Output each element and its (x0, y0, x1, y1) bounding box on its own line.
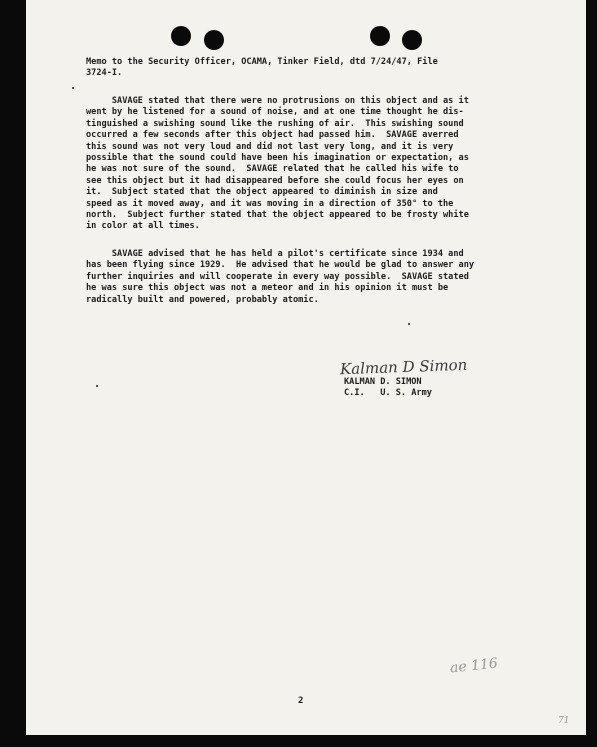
punch-hole (204, 30, 224, 50)
paper-speck (96, 385, 98, 387)
signer-title: C.I. U. S. Army (344, 388, 432, 399)
paper-speck (72, 87, 74, 89)
pencil-annotation: ae 116 (449, 655, 499, 677)
signer-name: KALMAN D. SIMON (344, 377, 422, 387)
signature-block (344, 377, 432, 400)
punch-hole (370, 26, 390, 46)
document-page (26, 0, 586, 735)
page-number: 2 (298, 696, 304, 706)
punch-hole (402, 30, 422, 50)
paper-speck (408, 323, 410, 325)
handwritten-signature: Kalman D Simon (339, 355, 468, 379)
memo-header: Memo to the Security Officer, OCAMA, Tinker Field, dtd 7/24/47, File 3724-I. (86, 57, 438, 79)
body-paragraph: SAVAGE advised that he has held a pilot's certificate since 1934 and has been flying since 1929. He advised that he would be glad to answer any further inquiries and will cooperate in every way possible. SAVAGE stated he was sure this object was not a meteor and in his opinion it must be radically built and powered, probably atomic. (86, 249, 475, 305)
body-paragraph: SAVAGE stated that there were no protrusions on this object and as it went by he listened for a sound of noise, and at one time thought he dis- tinguished a swishing sound like the rushing of air. This swishing sound occurred a few seconds after this object had passed him. SAVAGE averred this sound was not very loud and did not last very long, and it is very possible that the sound could have been his imagination or expectation, as he was not sure of the sound. SAVAGE related that he called his wife to see this object but it had disappeared before she could focus her eyes on it. Subject stated that the object appeared to diminish in size and speed as it moved away, and it was moving in a direction of 350° to the north. Subject further stated that the object appeared to be frosty white in color at all times. (86, 96, 469, 232)
punch-hole (171, 26, 191, 46)
corner-mark: 71 (558, 716, 570, 726)
